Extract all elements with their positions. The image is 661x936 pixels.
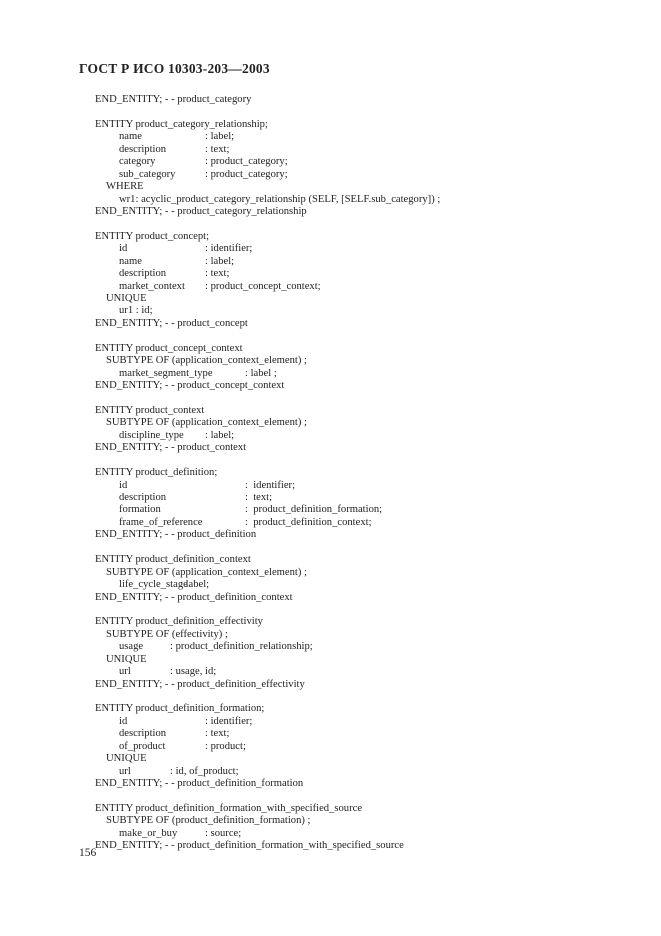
code-line: ENTITY product_category_relationship; bbox=[95, 118, 268, 130]
code-line: SUBTYPE OF (effectivity) ; bbox=[106, 628, 228, 640]
attribute-type: : product_category; bbox=[205, 156, 288, 168]
code-line bbox=[95, 156, 635, 168]
code-line: ur1 : id; bbox=[119, 305, 153, 317]
document-header: ГОСТ Р ИСО 10303-203—2003 bbox=[79, 61, 270, 76]
attribute-name: formation bbox=[119, 504, 161, 516]
code-line bbox=[95, 144, 635, 156]
attribute-type: : product_definition_formation; bbox=[245, 504, 383, 516]
code-line: UNIQUE bbox=[106, 653, 147, 665]
attribute-name: name bbox=[119, 255, 142, 267]
code-line: END_ENTITY; - - product_concept_context bbox=[95, 380, 285, 392]
attribute-type: : product_category; bbox=[205, 168, 288, 180]
attribute-type: : id, of_product; bbox=[170, 765, 239, 777]
code-line bbox=[95, 492, 635, 504]
code-line: SUBTYPE OF (application_context_element) ; bbox=[106, 417, 307, 429]
attribute-type: : identifier; bbox=[245, 479, 296, 491]
code-line: UNIQUE bbox=[106, 753, 147, 765]
attribute-type: : product; bbox=[205, 740, 246, 752]
code-line: UNIQUE bbox=[106, 293, 147, 304]
code-line: END_ENTITY; - - product_category_relationship bbox=[95, 205, 307, 217]
express-code-listing bbox=[95, 94, 635, 853]
attribute-name: id bbox=[119, 243, 128, 255]
code-line bbox=[95, 131, 635, 143]
attribute-name: id bbox=[119, 715, 128, 727]
code-line: SUBTYPE OF (application_context_element) ; bbox=[106, 566, 307, 578]
attribute-name: description bbox=[119, 268, 167, 280]
attribute-type: : source; bbox=[205, 827, 242, 839]
code-line bbox=[95, 430, 635, 442]
code-line: END_ENTITY; - - product_definition bbox=[95, 529, 257, 541]
attribute-type: : text; bbox=[205, 268, 230, 280]
attribute-name: discipline_type bbox=[119, 429, 184, 441]
attribute-name: description bbox=[119, 492, 167, 503]
code-line bbox=[95, 728, 635, 740]
attribute-name: of_product bbox=[119, 740, 166, 752]
attribute-name: name bbox=[119, 131, 142, 143]
code-line: ENTITY product_definition_context bbox=[95, 554, 251, 566]
attribute-name: url bbox=[119, 765, 131, 777]
attribute-type: : label; bbox=[205, 429, 235, 441]
code-line: END_ENTITY; - - product_definition_formation_with_specified_source bbox=[95, 840, 404, 852]
attribute-name: category bbox=[119, 156, 156, 168]
code-line: END_ENTITY; - - product_definition_context bbox=[95, 591, 293, 603]
attribute-type: : product_definition_context; bbox=[245, 516, 372, 528]
code-line bbox=[95, 579, 635, 591]
code-line: END_ENTITY; - - product_definition_effectivity bbox=[95, 678, 305, 690]
attribute-type: : label; bbox=[205, 131, 235, 143]
code-line bbox=[95, 368, 635, 380]
page-number: 156 bbox=[79, 847, 97, 859]
code-line: ENTITY product_context bbox=[95, 404, 205, 416]
code-line bbox=[95, 480, 635, 492]
code-line bbox=[95, 256, 635, 268]
code-line bbox=[95, 741, 635, 753]
attribute-name: sub_category bbox=[119, 168, 176, 180]
code-line bbox=[95, 641, 635, 653]
attribute-name: market_segment_type bbox=[119, 367, 213, 379]
code-line bbox=[95, 666, 635, 678]
code-line: END_ENTITY; - - product_concept bbox=[95, 317, 248, 329]
attribute-type: : text; bbox=[245, 492, 273, 503]
code-line: ENTITY product_definition_effectivity bbox=[95, 616, 263, 628]
attribute-name: make_or_buy bbox=[119, 827, 178, 839]
code-line bbox=[95, 504, 635, 516]
code-line bbox=[95, 281, 635, 293]
attribute-name: frame_of_reference bbox=[119, 516, 203, 528]
attribute-type: : usage, id; bbox=[170, 666, 217, 678]
attribute-name: life_cycle_stage bbox=[119, 579, 188, 591]
code-line: wr1: acyclic_product_category_relationship (SELF, [SELF.sub_category]) ; bbox=[119, 193, 441, 205]
code-line bbox=[95, 169, 635, 181]
code-line: WHERE bbox=[106, 181, 144, 193]
attribute-type: : text; bbox=[205, 728, 230, 740]
code-line: ENTITY product_concept; bbox=[95, 230, 210, 242]
attribute-type: : identifier; bbox=[205, 243, 253, 255]
attribute-type: : label; bbox=[205, 255, 235, 267]
attribute-type: : identifier; bbox=[205, 715, 253, 727]
attribute-name: usage bbox=[119, 641, 144, 653]
code-line: END_ENTITY; - - product_context bbox=[95, 442, 247, 454]
attribute-type: : text; bbox=[205, 143, 230, 155]
attribute-name: url bbox=[119, 666, 131, 678]
code-line bbox=[95, 828, 635, 840]
code-line: ENTITY product_concept_context bbox=[95, 342, 243, 354]
code-line bbox=[95, 268, 635, 280]
code-line: END_ENTITY; - - product_definition_formation bbox=[95, 778, 304, 790]
attribute-name: id bbox=[119, 479, 128, 491]
attribute-name: description bbox=[119, 728, 167, 740]
attribute-type: : product_definition_relationship; bbox=[170, 641, 313, 653]
code-line bbox=[95, 517, 635, 529]
attribute-type: : label; bbox=[180, 579, 210, 591]
code-line bbox=[95, 766, 635, 778]
attribute-name: market_context bbox=[119, 280, 185, 292]
code-line: SUBTYPE OF (product_definition_formation) ; bbox=[106, 815, 311, 827]
code-line: END_ENTITY; - - product_category bbox=[95, 94, 252, 105]
code-line bbox=[95, 716, 635, 728]
code-line bbox=[95, 243, 635, 255]
code-line: SUBTYPE OF (application_context_element) ; bbox=[106, 355, 307, 367]
code-line: ENTITY product_definition; bbox=[95, 467, 218, 479]
attribute-name: description bbox=[119, 143, 167, 155]
attribute-type: : product_concept_context; bbox=[205, 280, 321, 292]
code-line: ENTITY product_definition_formation; bbox=[95, 703, 265, 715]
code-line: ENTITY product_definition_formation_with_specified_source bbox=[95, 802, 363, 814]
attribute-type: : label ; bbox=[245, 367, 277, 379]
